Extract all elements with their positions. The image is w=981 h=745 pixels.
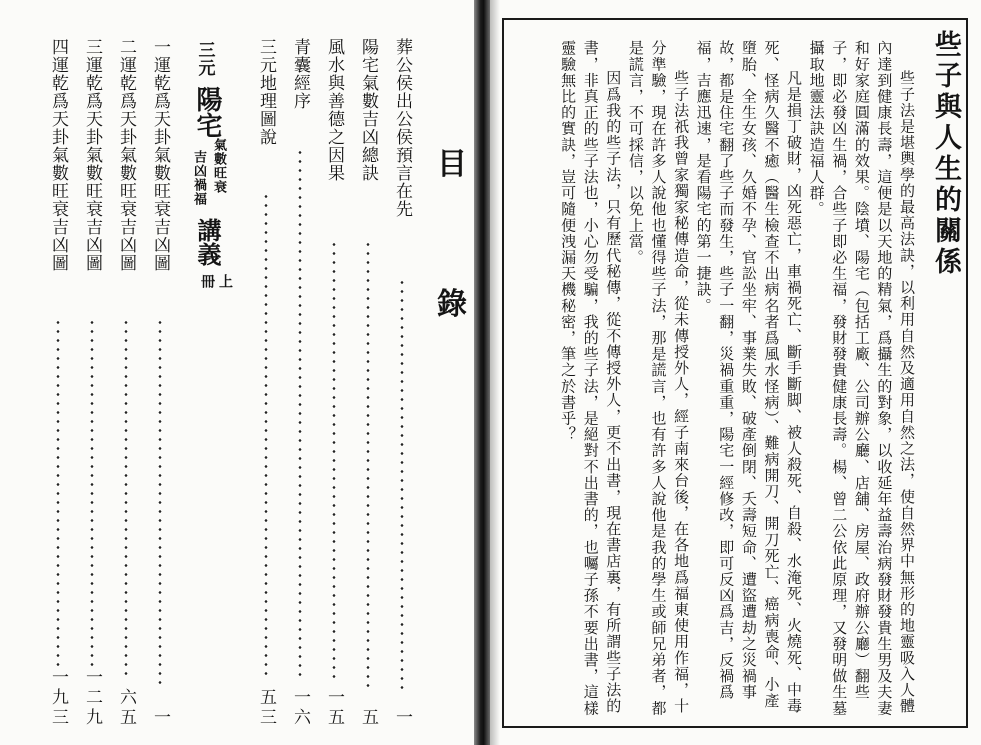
book-gutter bbox=[474, 0, 490, 745]
toc-entry-page: 一五 bbox=[324, 688, 344, 728]
toc-leader-dots bbox=[332, 240, 336, 678]
essay-heading: 些子與人生的關係 bbox=[930, 30, 961, 278]
toc-entry-6 bbox=[114, 38, 138, 728]
toc-entry-page: 一二九 bbox=[82, 668, 102, 728]
toc-entry-page: 一 bbox=[150, 708, 170, 728]
toc-entry-label: 四運乾爲天卦氣數旺衰吉凶圖 bbox=[48, 38, 68, 272]
toc-entry-page: 一 bbox=[392, 708, 412, 728]
toc-entry-5 bbox=[148, 38, 172, 728]
toc-lecture-small-left: 吉凶禍福 bbox=[191, 150, 206, 206]
toc-entry-lecture-title bbox=[186, 38, 233, 298]
toc-entry-label: 風水與善德之因果 bbox=[324, 38, 344, 182]
essay-body bbox=[514, 40, 918, 720]
toc-entry-2 bbox=[322, 38, 346, 728]
toc-entry-page: 五三 bbox=[256, 688, 276, 728]
toc-lecture-prefix-bottom: 元 bbox=[198, 59, 216, 79]
toc-leader-dots bbox=[158, 318, 162, 690]
toc-leader-dots bbox=[298, 148, 302, 678]
toc-lecture-prefix bbox=[186, 42, 228, 78]
toc-entry-label: 陽宅氣數吉凶總訣 bbox=[358, 38, 378, 182]
toc-lecture-small-right: 氣數旺衰 bbox=[211, 138, 226, 194]
toc-title-char-1: 目 bbox=[437, 147, 467, 182]
toc-leader-dots bbox=[366, 240, 370, 690]
toc-entry-3 bbox=[288, 38, 312, 728]
toc-entry-label: 青囊經序 bbox=[290, 38, 310, 110]
toc-lecture-word: 講義 bbox=[193, 218, 221, 266]
toc-entry-label: 葬公侯出公侯預言在先 bbox=[392, 38, 412, 218]
toc-leader-dots bbox=[124, 318, 128, 678]
essay-page bbox=[500, 0, 981, 745]
toc-leader-dots bbox=[400, 278, 404, 690]
essay-paragraph-1: 些子法是堪輿學的最高法訣，以利用自然及適用自然之法，使自然界中無形的地靈吸入人體內達到健康長壽，這便是以天地的精氣，爲攝生的對象，以收延年益壽治病發財發貴生男及夫妻和好家庭圓滿的效果。陰墳、陽宅（包括工廠、公司辦公廳、店舖、房屋、政府辦公廳）翻些子，即必發凶生禍，合些子即必生福，發財發貴健康長壽。楊、曾二公依此原理，又發明做生墓攝取地靈法訣造福人群。 bbox=[807, 40, 916, 717]
toc-title bbox=[432, 147, 472, 322]
toc-entry-page: 一九三 bbox=[48, 668, 68, 728]
toc-entry-1 bbox=[356, 38, 380, 728]
toc-leader-dots bbox=[90, 318, 94, 668]
toc-lecture-volume: 上冊 bbox=[199, 274, 233, 288]
toc-entry-8 bbox=[46, 38, 70, 728]
toc-page bbox=[0, 0, 474, 745]
toc-entry-0 bbox=[390, 38, 414, 728]
toc-entry-page: 六五 bbox=[116, 688, 136, 728]
toc-entry-label: 二運乾爲天卦氣數旺衰吉凶圖 bbox=[116, 38, 136, 272]
toc-entry-page: 一六 bbox=[290, 688, 310, 728]
essay-paragraph-4: 因爲我的些子法，只有歷代秘傳，從不傳授外人，更不出書，現在書店裏，有所謂些子法的書，非真正的些子法也，小心勿受騙，我的些子法，是絕對不出書的，也囑子孫不要出書，這樣靈驗無比的實訣，豈可隨便洩漏天機秘密，筆之於書乎？ bbox=[559, 40, 623, 717]
toc-entry-label: 三運乾爲天卦氣數旺衰吉凶圖 bbox=[82, 38, 102, 272]
toc-entry-page: 五 bbox=[358, 708, 378, 728]
toc-title-char-2: 錄 bbox=[437, 287, 467, 322]
toc-leader-dots bbox=[264, 192, 268, 678]
essay-frame bbox=[502, 18, 968, 728]
toc-entry-4 bbox=[254, 38, 278, 728]
essay-paragraph-3: 些子法祇我曾家獨家秘傳造命，從未傳授外人，經子南來台後，在各地爲福東使用作福，十分準驗，現在許多人說他也懂得些子法，那是謊言，也有許多人說他是我的學生或師兄弟者，都是謊言，不可採信，以免上當。 bbox=[626, 40, 691, 717]
toc-entry-7 bbox=[80, 38, 104, 728]
essay-paragraph-2: 凡是損丁破財，凶死惡亡，車禍死亡、斷手斷脚、被人殺死、自殺、水淹死、火燒死、中毒死、怪病久醫不癒（醫生檢查不出病名者爲風水怪病）、難病開刀、開刀死亡、癌病喪命、小產墮胎、全生女孩、久婚不孕、官訟坐牢、事業失敗、破產倒閉、夭壽短命、遭盜遭劫之災禍事故，都是住宅翻了些子而發生，些子一翻，災禍重重，陽宅一經修改，即可反凶爲吉，反禍爲福，吉應迅速，是看陽宅的第一捷訣。 bbox=[694, 40, 804, 714]
toc-leader-dots bbox=[56, 318, 60, 668]
toc-lecture-prefix-top: 三 bbox=[198, 41, 216, 61]
gutter-shadow bbox=[490, 0, 500, 745]
toc-lecture-big: 陽宅 bbox=[192, 86, 222, 138]
toc-entry-label: 三元地理圖說 bbox=[256, 38, 276, 146]
toc-entry-label: 一運乾爲天卦氣數旺衰吉凶圖 bbox=[150, 38, 170, 272]
